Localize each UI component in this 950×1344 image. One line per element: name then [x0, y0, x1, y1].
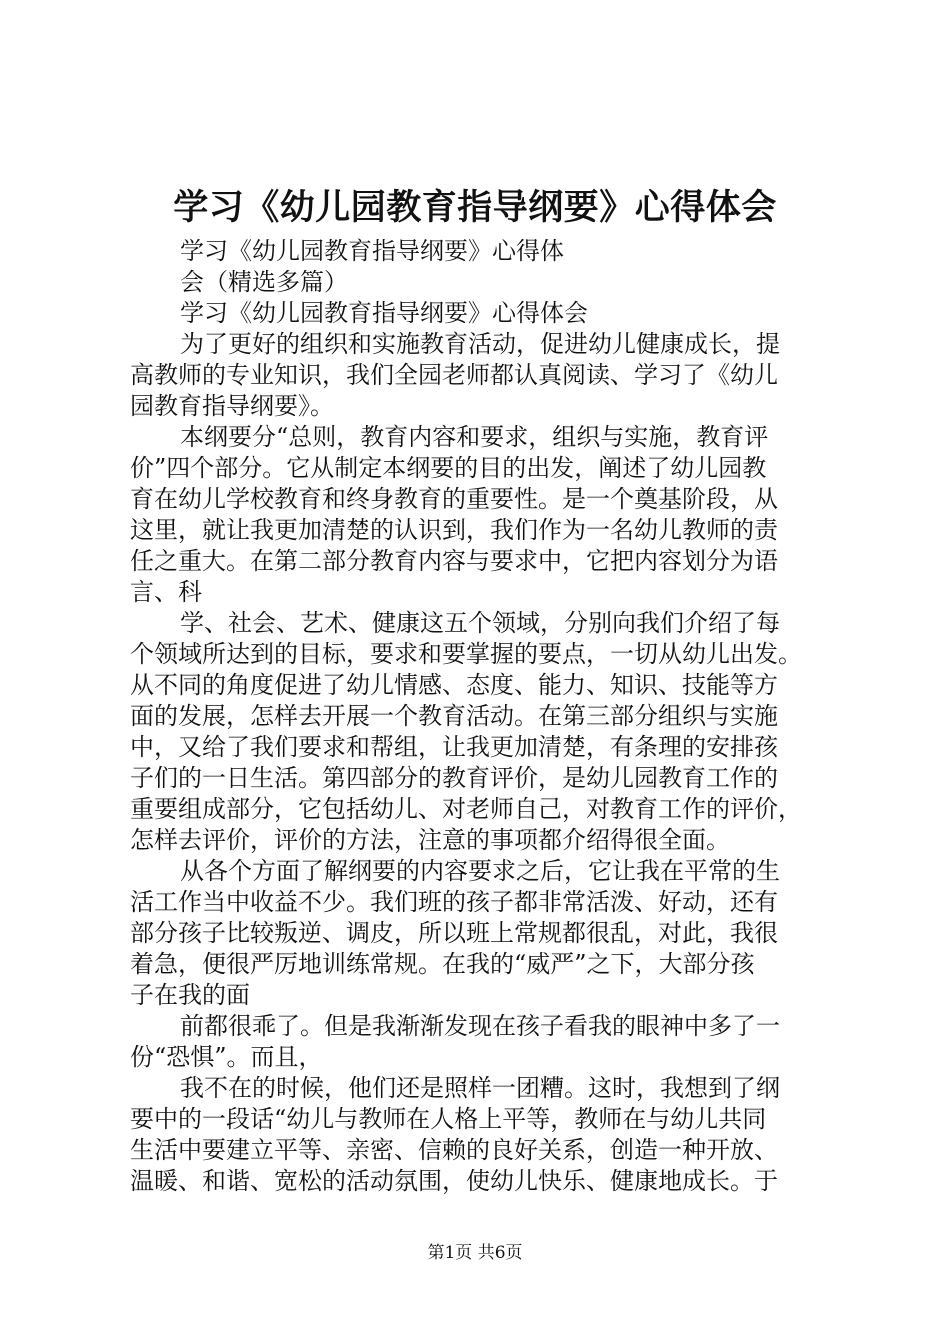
text-line: 怎样去评价，评价的方法，注意的事项都介绍得很全面。: [130, 826, 730, 854]
text-line: 育在幼儿学校教育和终身教育的重要性。是一个奠基阶段，从: [130, 485, 778, 513]
text-line: 价”四个部分。它从制定本纲要的目的出发，阐述了幼儿园教: [130, 454, 767, 482]
text-line: 份“恐惧”。而且，: [130, 1043, 323, 1071]
text-line: 个领域所达到的目标，要求和要掌握的要点，一切从幼儿出发。: [130, 640, 802, 668]
text-line: 这里，就让我更加清楚的认识到，我们作为一名幼儿教师的责: [130, 516, 778, 544]
text-line: 学习《幼儿园教育指导纲要》心得体会: [180, 299, 588, 327]
document-title: 学习《幼儿园教育指导纲要》心得体会: [173, 187, 777, 228]
text-line: 温暖、和谐、宽松的活动氛围，使幼儿快乐、健康地成长。于: [130, 1167, 778, 1195]
text-line: 高教师的专业知识，我们全园老师都认真阅读、学习了《幼儿: [130, 361, 778, 389]
text-line: 中，又给了我们要求和帮组，让我更加清楚，有条理的安排孩: [130, 733, 778, 761]
text-line: 面的发展，怎样去开展一个教育活动。在第三部分组织与实施: [130, 702, 778, 730]
text-line: 我不在的时候，他们还是照样一团糟。这时，我想到了纲: [180, 1074, 780, 1102]
text-line: 从不同的角度促进了幼儿情感、态度、能力、知识、技能等方: [130, 671, 778, 699]
text-line: 子在我的面: [130, 981, 250, 1009]
text-line: 为了更好的组织和实施教育活动，促进幼儿健康成长，提: [180, 330, 780, 358]
text-line: 言、科: [130, 578, 202, 606]
text-line: 会（精选多篇）: [180, 268, 348, 296]
text-line: 要中的一段话“幼儿与教师在人格上平等，教师在与幼儿共同: [130, 1105, 767, 1133]
text-line: 活工作当中收益不少。我们班的孩子都非常活泼、好动，还有: [130, 888, 778, 916]
text-line: 生活中要建立平等、亲密、信赖的良好关系，创造一种开放、: [130, 1136, 778, 1164]
text-line: 子们的一日生活。第四部分的教育评价，是幼儿园教育工作的: [130, 764, 778, 792]
text-line: 本纲要分“总则，教育内容和要求，组织与实施，教育评: [180, 423, 769, 451]
text-line: 从各个方面了解纲要的内容要求之后，它让我在平常的生: [180, 857, 780, 885]
document-body: [130, 236, 834, 1197]
text-line: 任之重大。在第二部分教育内容与要求中，它把内容划分为语: [130, 547, 778, 575]
page-footer: 第1页 共6页: [427, 1243, 523, 1263]
text-line: 重要组成部分，它包括幼儿、对老师自己，对教育工作的评价，: [130, 795, 802, 823]
text-line: 园教育指导纲要》。: [130, 392, 334, 420]
text-line: 前都很乖了。但是我渐渐发现在孩子看我的眼神中多了一: [180, 1012, 780, 1040]
text-line: 部分孩子比较叛逆、调皮，所以班上常规都很乱，对此，我很: [130, 919, 778, 947]
text-line: 着急，便很严厉地训练常规。在我的“威严”之下，大部分孩: [130, 950, 755, 978]
text-line: 学、社会、艺术、健康这五个领域，分别向我们介绍了每: [180, 609, 780, 637]
text-line: 学习《幼儿园教育指导纲要》心得体: [180, 237, 564, 265]
